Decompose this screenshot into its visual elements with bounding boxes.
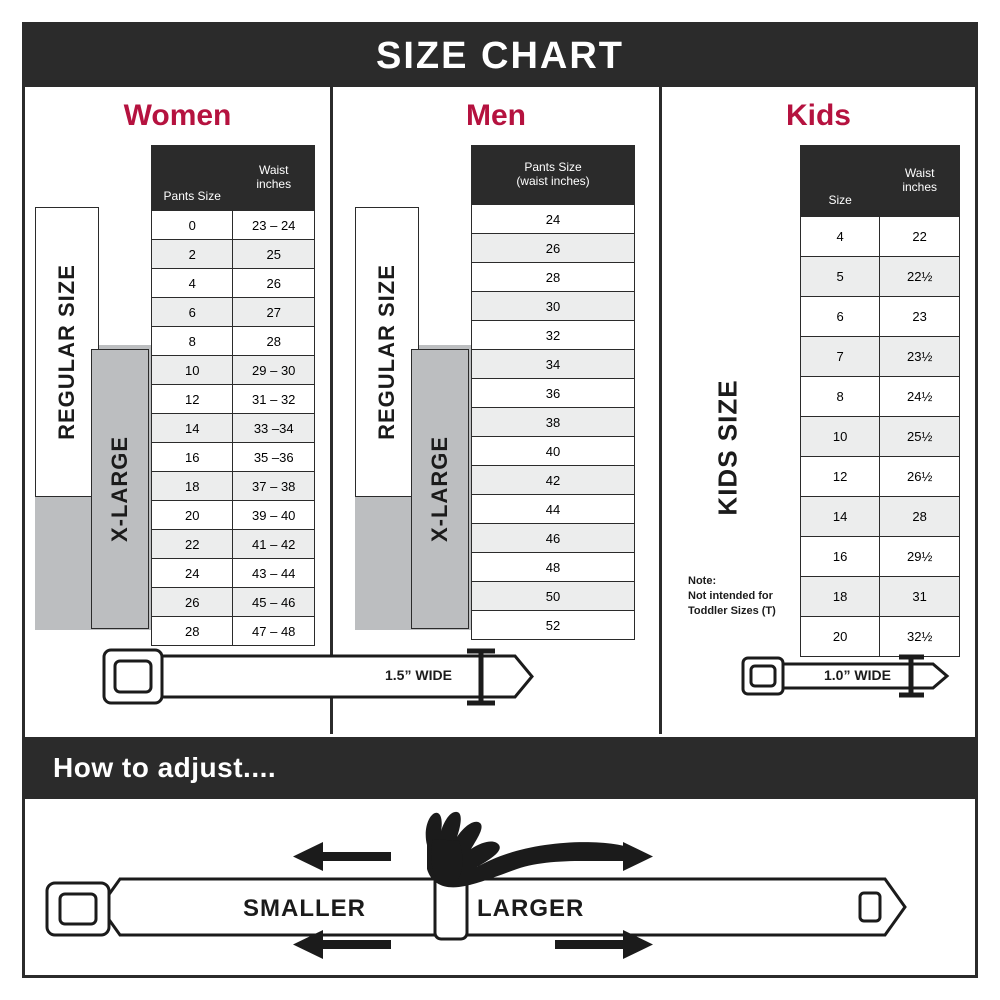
table-row [801,377,960,417]
women-table-header-row [152,146,315,211]
kids-note-line1: Note: [688,575,717,587]
men-regular-size-label [355,207,419,497]
men-cell-size: 30 [472,292,635,321]
size-tables-panel [25,87,975,734]
kids-size-text: KIDS SIZE [712,378,743,516]
kids-belt-width-label: 1.0” WIDE [824,667,891,683]
kids-cell-size: 10 [801,417,880,457]
kids-cell-waist: 23½ [880,337,960,377]
table-row [152,269,315,298]
table-row [472,524,635,553]
table-row [472,553,635,582]
kids-cell-size: 16 [801,537,880,577]
column-heading-kids: Kids [785,99,851,132]
men-table-body [472,205,635,640]
kids-cell-waist: 29½ [880,537,960,577]
women-cell-waist: 33 –34 [233,414,315,443]
table-row [152,385,315,414]
women-header-pants-size: Pants Size [152,146,233,211]
table-row [152,211,315,240]
kids-cell-waist: 31 [880,577,960,617]
table-row [152,414,315,443]
women-cell-waist: 47 – 48 [233,617,315,646]
women-cell-size: 18 [152,472,233,501]
kids-cell-waist: 26½ [880,457,960,497]
men-size-table [471,145,635,640]
table-row [801,217,960,257]
men-xlarge-label [411,349,469,629]
women-cell-size: 8 [152,327,233,356]
men-cell-size: 52 [472,611,635,640]
men-cell-size: 24 [472,205,635,234]
kids-cell-size: 6 [801,297,880,337]
women-cell-waist: 28 [233,327,315,356]
kids-header-waist-line2: inches [902,180,937,194]
women-cell-size: 14 [152,414,233,443]
women-size-table [151,145,315,646]
table-row [152,240,315,269]
women-cell-size: 4 [152,269,233,298]
women-cell-size: 10 [152,356,233,385]
table-row [801,497,960,537]
table-row [472,582,635,611]
women-xlarge-text: X-LARGE [107,436,132,542]
men-cell-size: 28 [472,263,635,292]
women-cell-waist: 23 – 24 [233,211,315,240]
women-header-waist [233,146,315,211]
women-table-body [152,211,315,646]
how-to-adjust-bar [25,737,975,799]
table-row [801,337,960,377]
larger-label: LARGER [477,895,585,922]
table-row [152,443,315,472]
kids-cell-size: 4 [801,217,880,257]
women-cell-waist: 27 [233,298,315,327]
women-cell-waist: 41 – 42 [233,530,315,559]
table-row [152,356,315,385]
title-bar [25,25,975,87]
men-table-header-row [472,146,635,205]
table-row [152,588,315,617]
kids-cell-size: 5 [801,257,880,297]
kids-header-size: Size [801,146,880,217]
how-to-adjust-illustration [25,799,975,975]
kids-cell-waist: 25½ [880,417,960,457]
kids-cell-size: 7 [801,337,880,377]
women-cell-size: 28 [152,617,233,646]
women-regular-size-text: REGULAR SIZE [54,264,80,440]
adult-belt-width-label: 1.5” WIDE [385,667,452,683]
adult-belt-illustration [95,637,555,717]
men-cell-size: 36 [472,379,635,408]
women-cell-size: 6 [152,298,233,327]
page-title: SIZE CHART [376,34,624,77]
women-cell-size: 24 [152,559,233,588]
table-row [152,559,315,588]
adjust-belt-svg [25,799,975,975]
smaller-label: SMALLER [243,895,366,922]
kids-size-label [683,267,773,627]
table-row [472,350,635,379]
kids-cell-size: 8 [801,377,880,417]
column-heading-men: Men [466,99,526,132]
women-cell-waist: 29 – 30 [233,356,315,385]
men-cell-size: 50 [472,582,635,611]
women-cell-size: 2 [152,240,233,269]
women-xlarge-label [91,349,149,629]
kids-size-table [800,145,960,657]
adult-belt-svg [95,637,555,717]
kids-cell-size: 18 [801,577,880,617]
table-row [152,530,315,559]
men-header-line2: (waist inches) [516,174,590,188]
men-cell-size: 26 [472,234,635,263]
men-cell-size: 40 [472,437,635,466]
kids-cell-waist: 28 [880,497,960,537]
women-header-waist-line2: inches [256,177,292,191]
smaller-arrow-top [293,842,391,871]
table-row [801,457,960,497]
men-cell-size: 48 [472,553,635,582]
women-cell-size: 16 [152,443,233,472]
divider-men-kids [659,87,662,734]
kids-note [688,574,818,619]
men-cell-size: 42 [472,466,635,495]
men-xlarge-text: X-LARGE [427,436,452,542]
women-header-waist-line1: Waist [258,163,289,178]
men-header-pants-size [472,146,635,205]
kids-cell-waist: 23 [880,297,960,337]
men-cell-size: 34 [472,350,635,379]
kids-cell-size: 14 [801,497,880,537]
table-row [472,408,635,437]
women-cell-waist: 31 – 32 [233,385,315,414]
table-row [801,537,960,577]
women-cell-waist: 26 [233,269,315,298]
table-row [472,263,635,292]
kids-cell-waist: 22½ [880,257,960,297]
table-row [801,577,960,617]
kids-note-line2: Not intended for [688,589,773,602]
table-row [801,297,960,337]
kids-cell-waist: 32½ [880,617,960,657]
table-row [152,501,315,530]
men-cell-size: 38 [472,408,635,437]
table-row [152,298,315,327]
table-row [472,437,635,466]
table-row [472,321,635,350]
women-cell-waist: 43 – 44 [233,559,315,588]
men-cell-size: 32 [472,321,635,350]
women-cell-size: 22 [152,530,233,559]
kids-belt-illustration [737,645,967,707]
women-cell-waist: 25 [233,240,315,269]
men-header-line1: Pants Size [524,160,582,175]
women-cell-size: 12 [152,385,233,414]
kids-table-header-row [801,146,960,217]
table-row [472,495,635,524]
table-row [472,234,635,263]
women-cell-waist: 45 – 46 [233,588,315,617]
table-row [472,292,635,321]
women-cell-waist: 35 –36 [233,443,315,472]
women-cell-size: 20 [152,501,233,530]
how-to-adjust-heading: How to adjust.... [53,752,277,783]
table-row [152,327,315,356]
table-row [152,472,315,501]
column-heading-women: Women [123,99,232,132]
women-cell-waist: 39 – 40 [233,501,315,530]
women-cell-size: 0 [152,211,233,240]
kids-header-waist-line1: Waist [904,166,935,181]
kids-note-line3: Toddler Sizes (T) [688,604,776,617]
women-regular-size-label [35,207,99,497]
men-regular-size-text: REGULAR SIZE [374,264,400,440]
kids-cell-size: 20 [801,617,880,657]
men-cell-size: 46 [472,524,635,553]
men-cell-size: 44 [472,495,635,524]
kids-cell-waist: 22 [880,217,960,257]
kids-header-waist [880,146,960,217]
table-row [472,379,635,408]
table-row [801,257,960,297]
kids-table-body [801,217,960,657]
table-row [472,611,635,640]
table-row [801,417,960,457]
table-row [472,205,635,234]
table-row [472,466,635,495]
women-cell-size: 26 [152,588,233,617]
kids-cell-size: 12 [801,457,880,497]
women-cell-waist: 37 – 38 [233,472,315,501]
kids-cell-waist: 24½ [880,377,960,417]
